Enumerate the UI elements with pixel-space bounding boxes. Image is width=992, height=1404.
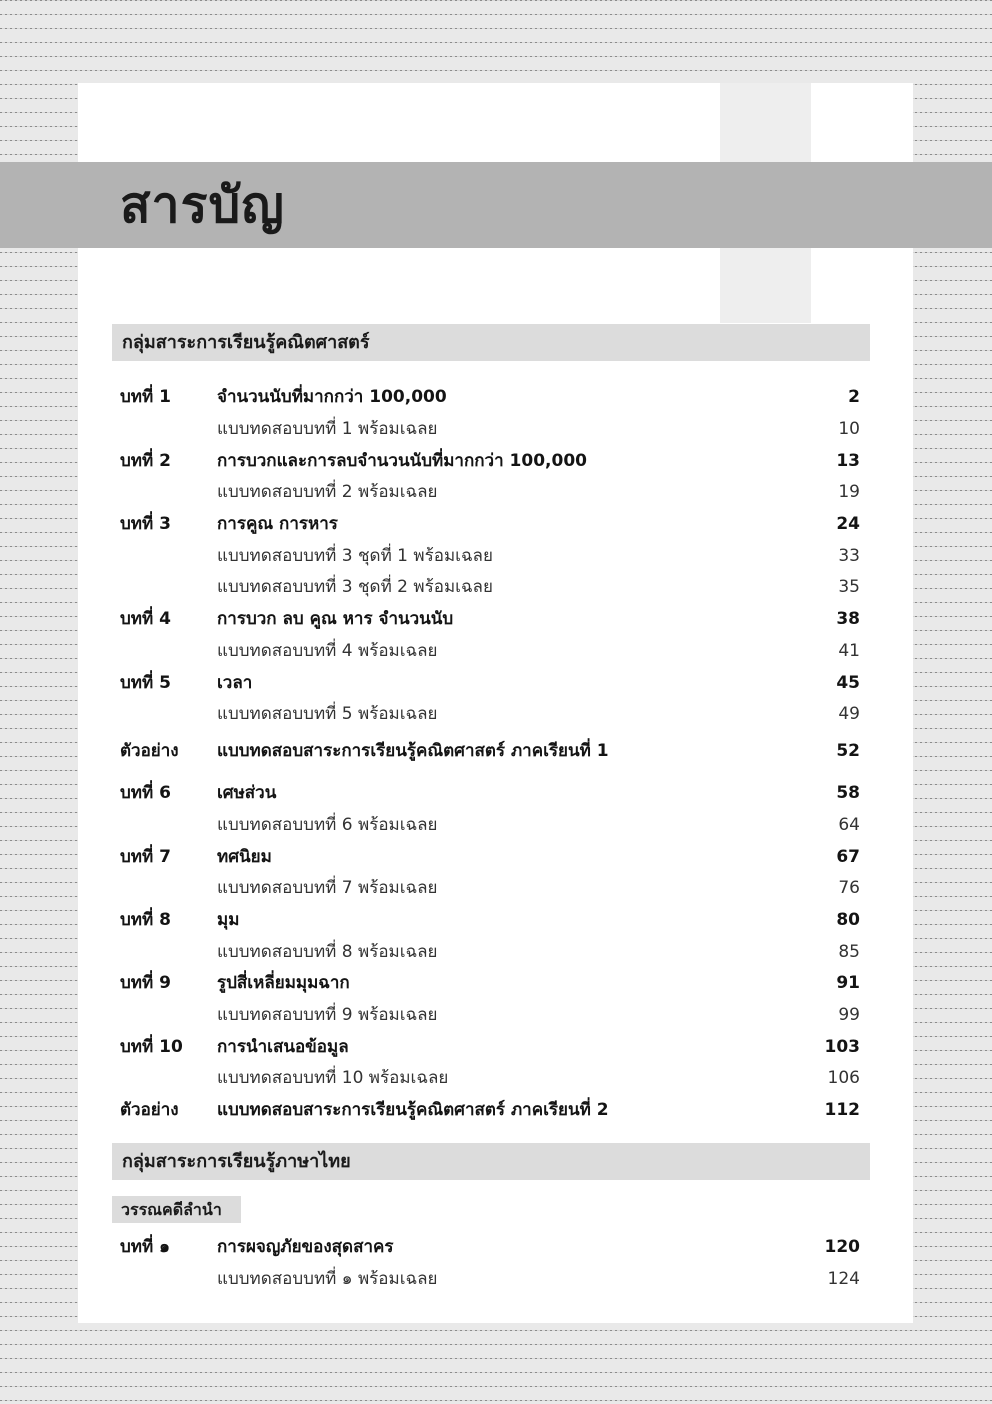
toc-entry-label: บทที่ 2: [120, 451, 171, 471]
toc-entry-title: แบบทดสอบสาระการเรียนรู้คณิตศาสตร์ ภาคเรียนที่ 1: [217, 741, 609, 761]
toc-entry-page-number: 10: [838, 419, 860, 439]
toc-entry-page-number: 35: [838, 577, 860, 597]
toc-entry-page-number: 76: [838, 878, 860, 898]
toc-entry[interactable]: [120, 1064, 860, 1092]
toc-entry-title: แบบทดสอบบทที่ 6 พร้อมเฉลย: [217, 815, 438, 835]
toc-entry[interactable]: [120, 478, 860, 506]
toc-entry-title: การบวก ลบ คูณ หาร จำนวนนับ: [217, 609, 454, 629]
toc-entry-title: เศษส่วน: [217, 783, 277, 803]
toc-entry[interactable]: [120, 874, 860, 902]
toc-entry-title: แบบทดสอบบทที่ 9 พร้อมเฉลย: [217, 1005, 438, 1025]
toc-entry-page-number: 99: [838, 1005, 860, 1025]
toc-entry-title: เวลา: [217, 673, 253, 693]
toc-entry-page-number: 80: [836, 910, 860, 930]
toc-entry-title: แบบทดสอบบทที่ 2 พร้อมเฉลย: [217, 482, 438, 502]
toc-entry-page-number: 124: [827, 1269, 860, 1289]
toc-entry-label: บทที่ 9: [120, 973, 171, 993]
toc-entry[interactable]: [120, 447, 860, 475]
toc-entry[interactable]: [120, 542, 860, 570]
toc-entry-title: แบบทดสอบบทที่ ๑ พร้อมเฉลย: [217, 1269, 438, 1289]
page-title: สารบัญ: [120, 176, 285, 234]
toc-entry-title: แบบทดสอบบทที่ 7 พร้อมเฉลย: [217, 878, 438, 898]
toc-entry-title: แบบทดสอบบทที่ 10 พร้อมเฉลย: [217, 1068, 449, 1088]
toc-entry-label: ตัวอย่าง: [120, 741, 179, 761]
toc-entry-page-number: 19: [838, 482, 860, 502]
toc-entry-title: แบบทดสอบบทที่ 8 พร้อมเฉลย: [217, 942, 438, 962]
toc-entry[interactable]: [120, 573, 860, 601]
toc-entry[interactable]: [120, 843, 860, 871]
toc-entry-page-number: 49: [838, 704, 860, 724]
toc-entry[interactable]: [120, 938, 860, 966]
toc-entry-page-number: 85: [838, 942, 860, 962]
toc-entry-page-number: 2: [848, 387, 860, 407]
toc-entry-page-number: 91: [836, 973, 860, 993]
subsection-heading-literature: วรรณคดีลำนำ: [112, 1196, 241, 1223]
toc-entry-page-number: 33: [838, 546, 860, 566]
toc-entry-page-number: 45: [836, 673, 860, 693]
toc-entry-label: บทที่ 10: [120, 1037, 183, 1057]
toc-entry-title: การคูณ การหาร: [217, 514, 338, 534]
toc-entry[interactable]: [120, 1001, 860, 1029]
section-heading-math: กลุ่มสาระการเรียนรู้คณิตศาสตร์: [112, 324, 870, 361]
toc-entry-page-number: 41: [838, 641, 860, 661]
toc-entry[interactable]: [120, 1033, 860, 1061]
toc-entry-label: บทที่ 3: [120, 514, 171, 534]
toc-entry-page-number: 52: [836, 741, 860, 761]
toc-entry-page-number: 106: [827, 1068, 860, 1088]
toc-entry-page-number: 13: [836, 451, 860, 471]
toc-entry-page-number: 120: [824, 1237, 860, 1257]
toc-entry[interactable]: [120, 1233, 860, 1261]
toc-entry[interactable]: [120, 1265, 860, 1293]
toc-entry-title: แบบทดสอบบทที่ 1 พร้อมเฉลย: [217, 419, 438, 439]
toc-entry[interactable]: [120, 415, 860, 443]
toc-entry-title: แบบทดสอบบทที่ 3 ชุดที่ 1 พร้อมเฉลย: [217, 546, 493, 566]
toc-entry-label: บทที่ 4: [120, 609, 171, 629]
toc-entry-title: การบวกและการลบจำนวนนับที่มากกว่า 100,000: [217, 451, 587, 471]
toc-entry-label: บทที่ 5: [120, 673, 171, 693]
toc-entry-label: บทที่ 1: [120, 387, 171, 407]
toc-entry-title: แบบทดสอบบทที่ 3 ชุดที่ 2 พร้อมเฉลย: [217, 577, 493, 597]
toc-entry-page-number: 103: [824, 1037, 860, 1057]
toc-entry[interactable]: [120, 383, 860, 411]
toc-entry-page-number: 58: [836, 783, 860, 803]
toc-entry-title: จำนวนนับที่มากกว่า 100,000: [217, 387, 447, 407]
toc-entry-title: ทศนิยม: [217, 847, 272, 867]
toc-entry[interactable]: [120, 637, 860, 665]
toc-entry-page-number: 24: [836, 514, 860, 534]
toc-entry[interactable]: [120, 669, 860, 697]
toc-entry-label: บทที่ 6: [120, 783, 171, 803]
toc-entry-page-number: 64: [838, 815, 860, 835]
toc-entry[interactable]: [120, 1096, 860, 1124]
toc-entry-title: รูปสี่เหลี่ยมมุมฉาก: [217, 973, 350, 993]
toc-entry-title: แบบทดสอบสาระการเรียนรู้คณิตศาสตร์ ภาคเรียนที่ 2: [217, 1100, 609, 1120]
toc-entry-label: บทที่ 8: [120, 910, 171, 930]
toc-entry-title: มุม: [217, 910, 240, 930]
toc-entry-label: บทที่ 7: [120, 847, 171, 867]
toc-entry-title: การผจญภัยของสุดสาคร: [217, 1237, 394, 1257]
toc-entry[interactable]: [120, 906, 860, 934]
toc-entry[interactable]: [120, 779, 860, 807]
toc-entry-page-number: 67: [836, 847, 860, 867]
toc-entry-title: แบบทดสอบบทที่ 5 พร้อมเฉลย: [217, 704, 438, 724]
toc-entry-label: บทที่ ๑: [120, 1237, 170, 1257]
toc-entry[interactable]: [120, 737, 860, 765]
toc-entry[interactable]: [120, 700, 860, 728]
toc-entry[interactable]: [120, 510, 860, 538]
toc-entry-page-number: 38: [836, 609, 860, 629]
section-heading-thai: กลุ่มสาระการเรียนรู้ภาษาไทย: [112, 1143, 870, 1180]
toc-entry[interactable]: [120, 811, 860, 839]
toc-entry-title: การนำเสนอข้อมูล: [217, 1037, 349, 1057]
toc-entry-label: ตัวอย่าง: [120, 1100, 179, 1120]
toc-entry-page-number: 112: [824, 1100, 860, 1120]
toc-entry[interactable]: [120, 969, 860, 997]
toc-entry-title: แบบทดสอบบทที่ 4 พร้อมเฉลย: [217, 641, 438, 661]
toc-entry[interactable]: [120, 605, 860, 633]
